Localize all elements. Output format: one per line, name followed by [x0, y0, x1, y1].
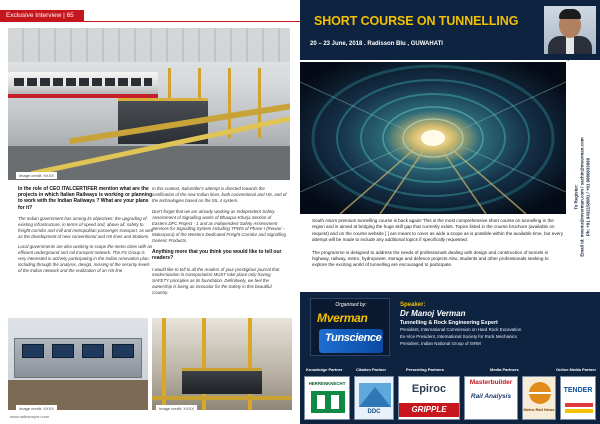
- tunscience-logo-text: Tunscience: [325, 332, 382, 344]
- metro-mark: [523, 377, 556, 420]
- partners-bar: [300, 362, 600, 424]
- metro-rail-news-logo: Metro Rail News: [522, 376, 556, 420]
- epiroc-gripple-logo: Epiroc GRIPPLE: [398, 376, 460, 420]
- knowledge-partner-label: Knowledge Partner: [306, 367, 343, 372]
- contact-text: [574, 137, 593, 256]
- speaker-credential: President, International Commission on Hard Rock Excavation: [400, 327, 522, 332]
- monitor: [22, 344, 44, 358]
- photo-caption: Image credit: XXXX: [16, 172, 57, 179]
- ddc-logo: DDC: [354, 376, 394, 420]
- online-media-partner-label: Online Media Partner: [556, 367, 597, 372]
- question: In the role of CEO ITALCERTIFER mention what are the projects in which Italian Railways is working or planning to work with the Indian Railways ? What are your plans for it?: [18, 186, 153, 211]
- speaker-info: [400, 302, 595, 347]
- speaker-photo-caption: Dr Manoj Verman: [549, 56, 587, 61]
- organiser-box: [310, 298, 390, 356]
- monitor: [52, 344, 74, 358]
- course-description: [312, 218, 564, 275]
- speaker-photo: [544, 6, 596, 54]
- footer-url: www.railtransport.com: [10, 414, 50, 419]
- question: Anything more that you think you would like to tell our readers?: [152, 249, 282, 262]
- gantry-post: [228, 68, 231, 138]
- bogie: [182, 368, 262, 394]
- factory-photo: [8, 28, 290, 180]
- tender-mark: [561, 401, 596, 415]
- herrenknecht-mark: [305, 387, 350, 419]
- organised-by-label: Organised by:: [335, 302, 367, 308]
- speaker-credential: Ex-Vice President, International Society for Rock Mechanics: [400, 334, 517, 339]
- tender-logo: TENDER: [560, 376, 596, 420]
- tunnel-graphic: [300, 62, 566, 214]
- section-tag: Exclusive Interview | 65: [0, 10, 84, 22]
- masterbuilder-railanalysis-logo: Masterbuilder Rail Analysis: [464, 376, 518, 420]
- lab-photo: [8, 318, 148, 410]
- photo-caption: Image credit: XXXX: [16, 405, 57, 412]
- speaker-credential: President, Indian National Group of ISRM: [400, 341, 481, 346]
- workshop-photo: [152, 318, 292, 410]
- header-rule: [84, 21, 300, 22]
- course-date: 20 – 23 June, 2018 . Radisson Blu , GUWAHATI: [310, 41, 443, 47]
- tunscience-logo: [319, 329, 383, 353]
- text-column-left: [18, 186, 153, 279]
- factory-roof: [8, 28, 290, 62]
- text-column-right: [152, 186, 287, 301]
- page-header: [0, 0, 300, 24]
- media-partners-label: Media Partners: [490, 367, 519, 372]
- answer-paragraph: Don't forget that we are already working as Independent Safety Assessment of Signalling works of Bhaupur-Khurja Section of Eastern DFC Project - 1 and as Independent Safety Assessment Services for Signalling System including TPWS of Phase-I (Rewari – Makarpura) of the Western Dedicated Freight Corridor and Signalling Generic Products.: [152, 208, 286, 244]
- monitor: [82, 344, 104, 358]
- right-advert-page: [300, 0, 600, 424]
- speaker-label: Speaker:: [400, 302, 426, 308]
- tunnel-photo: [300, 62, 566, 214]
- shirt: [566, 36, 574, 54]
- hair: [559, 9, 581, 19]
- answer-paragraph: I would like to tell to all the readers of your prestigious journal that modernization in transportation MUST take place only having SAFETY principles as its foundation. Definitively, we feel the ownership is being an innovator for the Safety in this beautiful Country.: [152, 266, 280, 296]
- citation-partner-label: Citation Partner: [356, 367, 387, 372]
- presenting-partners-label: Presenting Partners: [406, 367, 445, 372]
- register-label: To Register:: [573, 184, 579, 210]
- mverman-logo: Mverman: [317, 311, 368, 325]
- speaker-name: Dr Manoj Verman: [400, 309, 466, 318]
- answer-paragraph: Local governments are also working to scope the metro cities with an efficient underground and rail transport network. The FS Group is very interested in actively participating in the Indian renovation plan, including through the analysis, design, missing of the security levels of the Indian network and the realization of an HS line.: [18, 244, 153, 274]
- rail-track: [152, 396, 292, 400]
- contact-phone[interactable]: Ph: +91 9432158081 / +91 9886833099: [586, 157, 592, 237]
- answer-paragraph: In this context, Italcertifer's attempt is directed towards the certification of the new Indian lines, both conventional and HS, and of the technologies based on the SIL 4 system.: [152, 186, 287, 203]
- contact-email[interactable]: Email Id: mvenu@mverman.com / sachin@mverman.com: [579, 137, 585, 257]
- description-paragraph: The programme is designed to address the needs of professionals dealing with design and construction of tunnels in highway, railway, metro, hydropower, storage and defence projects Also, students and other professionals seeking to explore the exciting world of tunnelling are encouraged to participate.: [312, 249, 549, 268]
- answer-paragraph: The Indian government has among its objectives: the upgrading of existing infrastructure, in terms of speed and, above all, safety to freight corridor and mill and metropolitan passenger transport, as well as the development of new conventional and HS lines and Stations.: [18, 215, 153, 239]
- description-paragraph: South Asia's premium tunnelling course is back again! This is the most comprehensive short course on tunnelling in the region and is aimed at bridging the huge skill gap that currently exists. Topics listed in the course brochure (available on request) and on the course website [ ] are meant to cover as wide a scope as is possible within the available time, but every attempt will be made to include any additional topics if specifically requested.: [312, 218, 564, 243]
- speaker-role: Tunnelling & Rock Engineering Expert: [400, 320, 498, 326]
- monitor: [112, 344, 134, 358]
- herrenknecht-logo: HERRENKNECHT: [304, 376, 350, 420]
- photo-caption: Image credit: XXXX: [156, 405, 197, 412]
- train-carriage: [8, 72, 158, 98]
- course-title: SHORT COURSE ON TUNNELLING: [314, 14, 519, 28]
- organiser-panel: [300, 292, 600, 362]
